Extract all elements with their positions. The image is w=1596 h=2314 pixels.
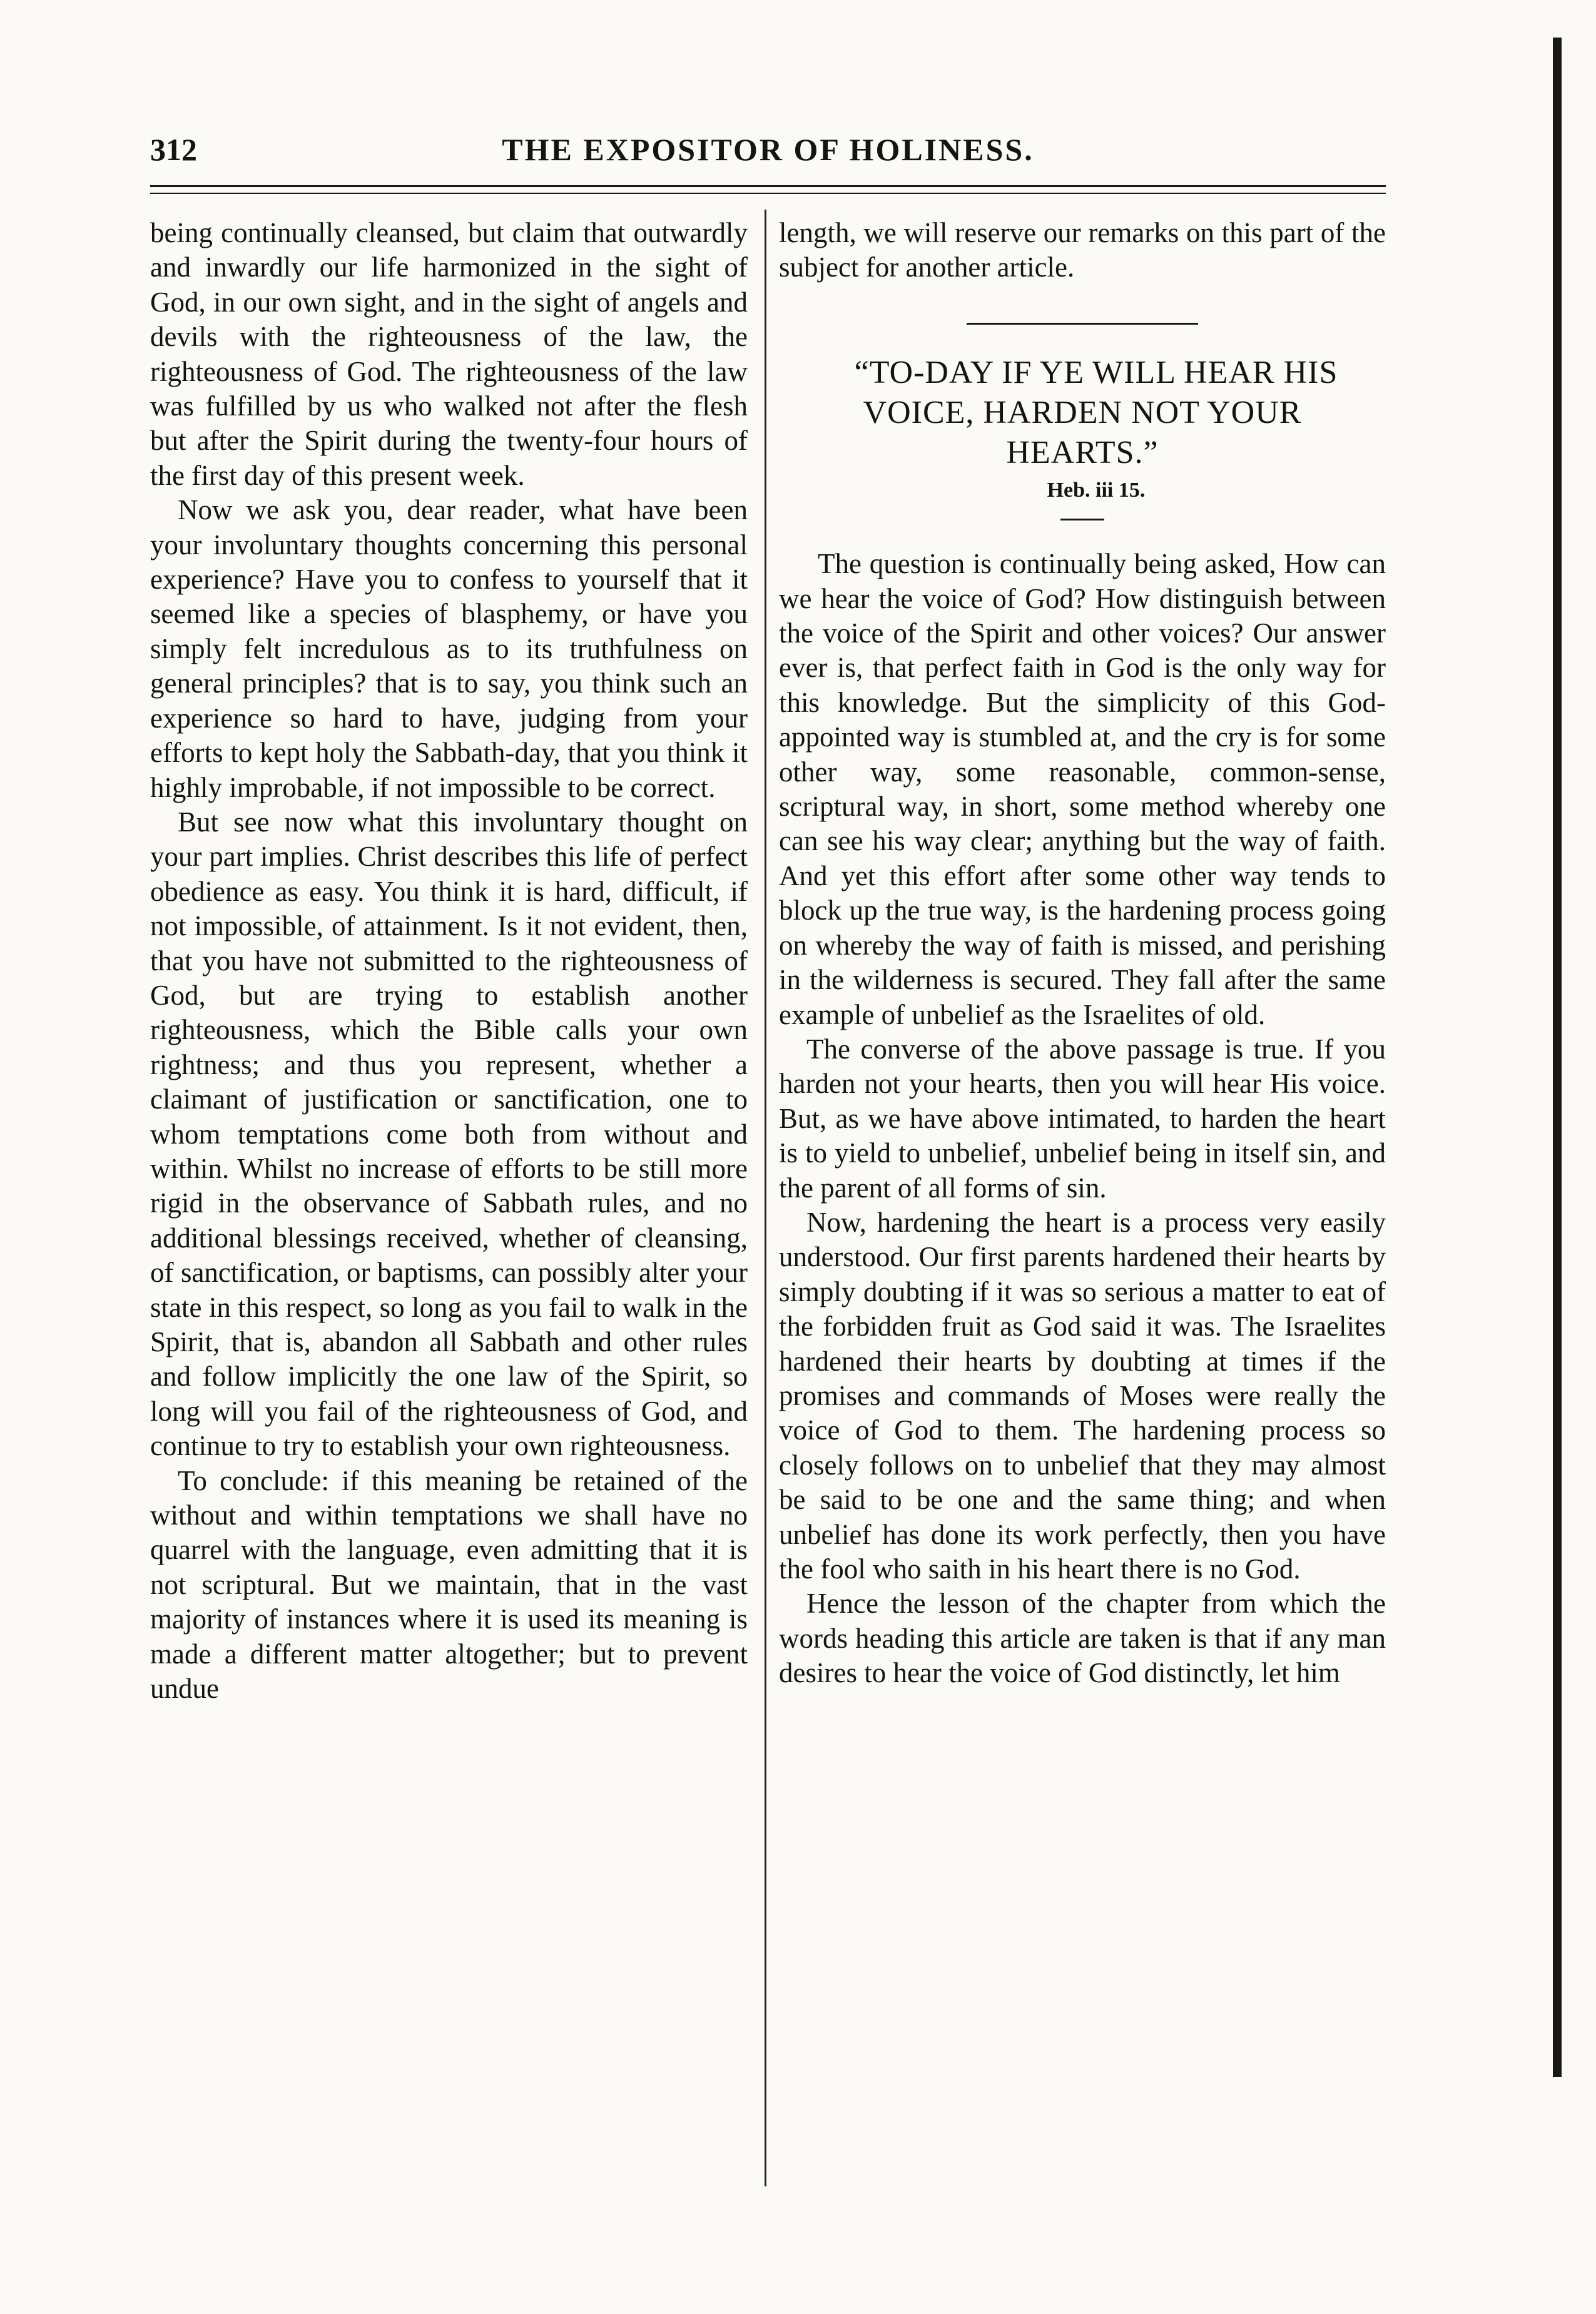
column-divider [765,210,766,2186]
body-paragraph: Now, hardening the heart is a process very easily understood. Our first parents hardened their hearts by simply doubting if it was so serious a matter to eat of the forbidden fruit as God said it was. The Israelites hardened their hearts by doubting at times if the promises and commands of Moses were really the voice of God to them. The hardening process so closely follows on to unbelief that they may almost be said to be one and the same thing; and when unbelief has done its work perfectly, then you have the fool who saith in his heart there is no God. [779,1206,1386,1585]
page-header [150,131,1386,181]
body-paragraph: To conclude: if this meaning be retained of the without and within temptations we shall have no quarrel with the language, even admitting that it is not scriptural. But we maintain, that in the vast majority of instances where it is used its meaning is made a different matter altogether; but to prevent undue [150,1464,748,1705]
body-paragraph: length, we will reserve our remarks on this part of the subject for another article. [779,217,1386,283]
body-paragraph: Now we ask you, dear reader, what have been your involuntary thoughts concerning this personal experience? Have you to confess to yourself that it seemed like a species of blasphemy, or have you simply felt incredulous as to its truthfulness on general principles? that is to say, you think such an experience so hard to have, judging from your efforts to kept holy the Sabbath-day, that you think it highly improbable, if not impossible to be correct. [150,494,748,803]
article-title-line: “TO-DAY IF YE WILL HEAR HIS [854,354,1338,390]
page-edge-spine [1553,38,1562,2077]
running-title: THE EXPOSITOR OF HOLINESS. [502,132,1034,167]
header-rule-secondary [150,193,1386,194]
body-paragraph: The question is continually being asked, How can we hear the voice of God? How distinguish between the voice of the Spirit and other voices? Our answer ever is, that perfect faith in God is the only way for this knowledge. But the simplicity of this God-appointed way is stumbled at, and the cry is for some other way, some reasonable, common-sense, scriptural way, in short, some method whereby one can see his way clear; anything but the way of faith. And yet this effort after some other way tends to block up the true way, is the hardening process going on whereby the way of faith is missed, and perishing in the wilderness is secured. They fall after the same example of unbelief as the Israelites of old. [779,548,1386,1030]
article-title-line: VOICE, HARDEN NOT YOUR [863,394,1302,430]
left-column [150,216,748,1706]
right-column [779,216,1386,1691]
header-rule [150,185,1386,187]
article-title [779,353,1386,473]
body-paragraph: being continually cleansed, but claim that outwardly and inwardly our life harmonized in the sight of God, in our own sight, and in the sight of angels and devils with the righteousness of the law, the righteousness of God. The righteousness of the law was fulfilled by us who walked not after the flesh but after the Spirit during the twenty-four hours of the first day of this present week. [150,217,748,491]
scripture-citation: Heb. iii 15. [1047,478,1146,502]
section-rule [967,323,1198,325]
page-number: 312 [150,132,197,167]
citation-rule [1060,519,1104,520]
body-paragraph: The converse of the above passage is true. If you harden not your hearts, then you will hear His voice. But, as we have above intimated, to harden the heart is to yield to unbelief, unbelief being in itself sin, and the parent of all forms of sin. [779,1033,1386,1204]
body-paragraph: Hence the lesson of the chapter from which the words heading this article are taken is that if any man desires to hear the voice of God distinctly, let him [779,1588,1386,1689]
article-title-line: HEARTS.” [1006,434,1159,470]
body-paragraph: But see now what this involuntary thought on your part implies. Christ describes this life of perfect obedience as easy. You think it is hard, difficult, if not impossible, of attainment. Is it not evident, then, that you have not submitted to the righteousness of God, but are trying to establish another righteousness, which the Bible calls your own rightness; and thus you represent, whether a claimant of justification or sanctification, one to whom temptations come both from without and within. Whilst no increase of efforts to be still more rigid in the observance of Sabbath rules, and no additional blessings received, whether of cleansing, of sanctification, or baptisms, can possibly alter your state in this respect, so long as you fail to walk in the Spirit, that is, abandon all Sabbath and other rules and follow implicitly the one law of the Spirit, so long will you fail of the righteousness of God, and continue to try to establish your own righteousness. [150,806,748,1462]
